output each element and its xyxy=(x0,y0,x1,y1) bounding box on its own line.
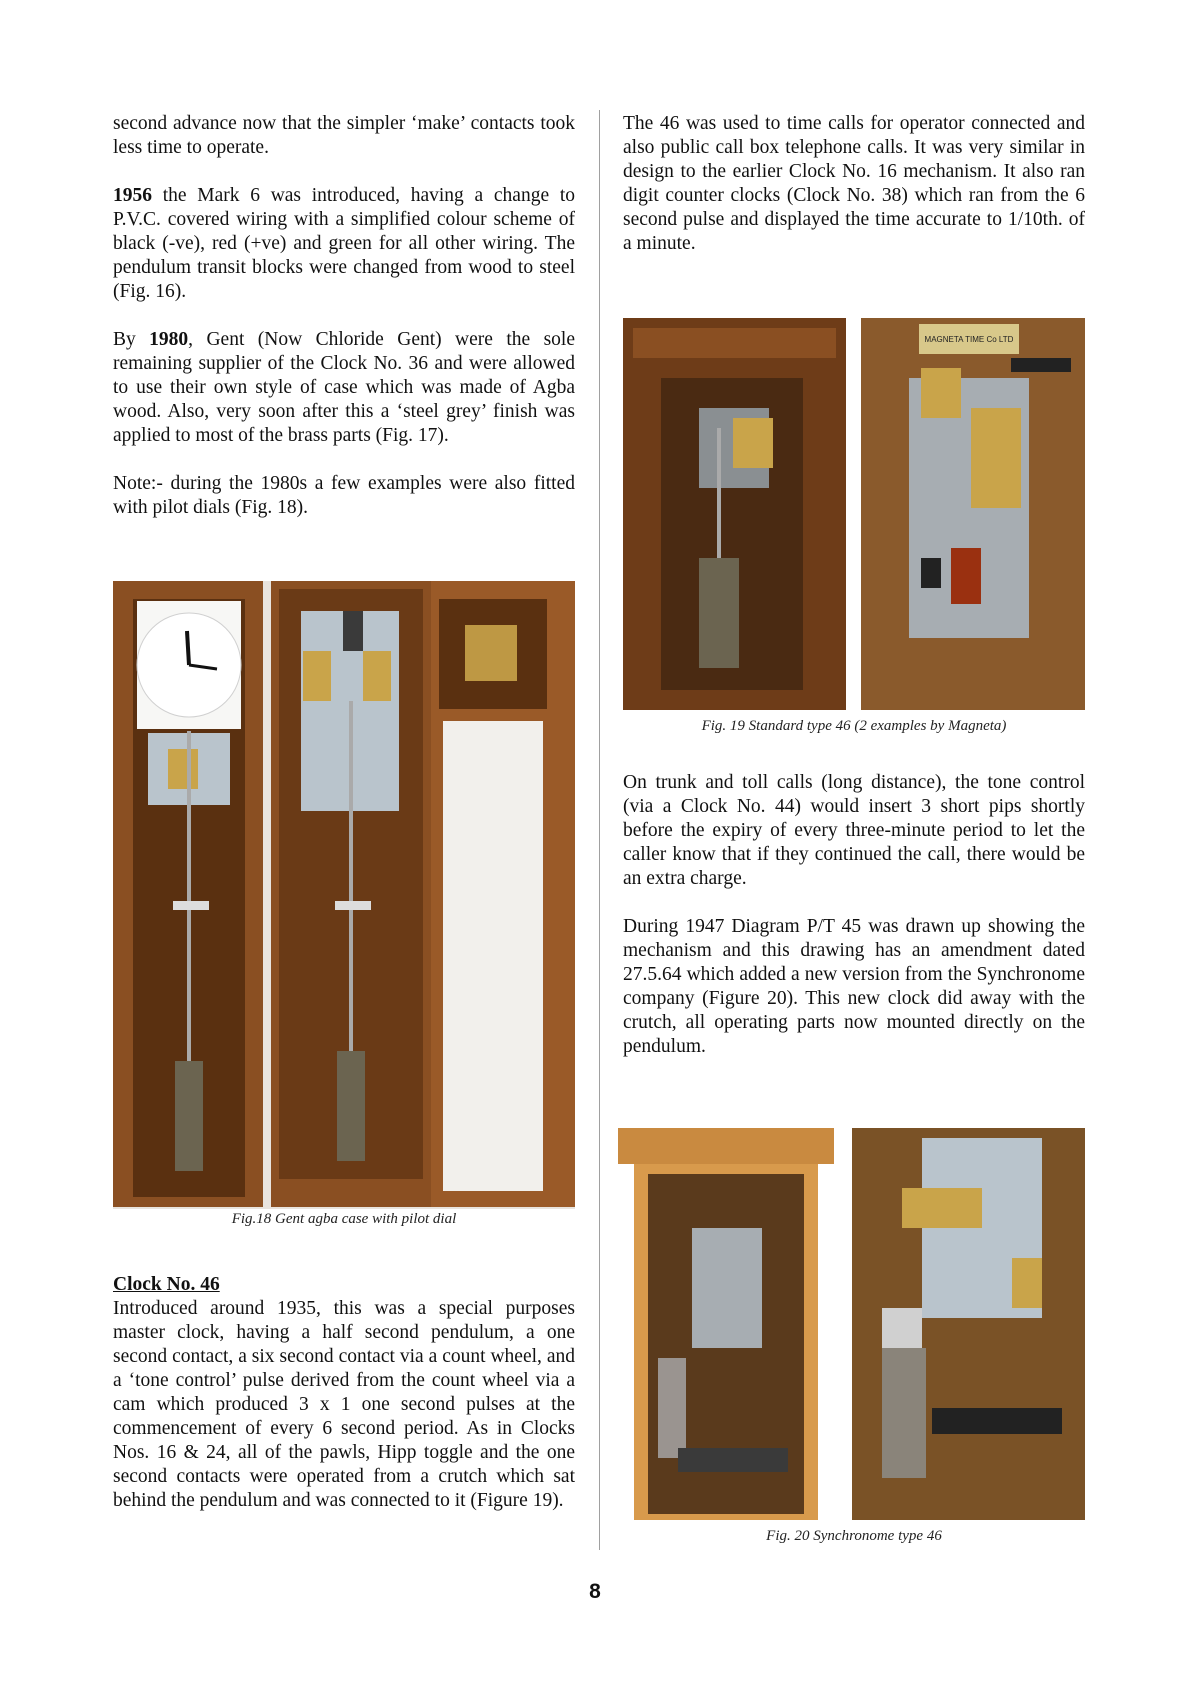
page-number: 8 xyxy=(589,1580,601,1603)
fig18-photo xyxy=(113,581,575,1209)
paragraph-trunk-calls: On trunk and toll calls (long distance), the tone control (via a Clock No. 44) would insert 3 short pips shortly before the expiry of every three-minute period to let the caller know that if they continued the call, there would be an extra charge. xyxy=(623,772,1085,889)
left-column-top xyxy=(113,112,575,520)
fig20-caption: Fig. 20 Synchronome type 46 xyxy=(766,1528,942,1544)
gent-clock-case-image xyxy=(113,581,575,1209)
fig20-photo-right xyxy=(852,1128,1085,1520)
magneta-mechanism-image xyxy=(861,318,1085,710)
fig19-photo-left xyxy=(623,318,846,710)
fig18-caption: Fig.18 Gent agba case with pilot dial xyxy=(231,1211,457,1227)
magneta-clock-cabinet-image xyxy=(623,318,846,710)
paragraph-clock-46: Introduced around 1935, this was a special purposes master clock, having a half second pendulum, a one second contact, a six second contact via a count wheel, and a ‘tone control’ pulse derived from the count wheel via a cam which produced 3 x 1 one second pulses at the commencement of every 6 second period. As in Clocks Nos. 16 & 24, all of the pawls, Hipp toggle and the one second contacts were operated from a crutch which sat behind the pendulum and was connected to it (Figure 19). xyxy=(113,1298,575,1511)
year-1980: 1980 xyxy=(149,329,189,350)
year-1956: 1956 xyxy=(113,185,152,206)
paragraph: The 46 was used to time calls for operator connected and also public call box telephone calls. It was very similar in design to the earlier Clock No. 16 mechanism. It also ran digit counter clocks (Clock No. 38) which ran from the 6 second pulse and displayed the time accurate to 1/10th. of a minute. xyxy=(623,113,1085,254)
section-heading: Clock No. 46 xyxy=(113,1274,220,1295)
paragraph-1980: By 1980, Gent (Now Chloride Gent) were the sole remaining supplier of the Clock No. 36 and were allowed to use their own style of case which was made of Agba wood. Also, very soon after this a ‘steel grey’ finish was applied to most of the brass parts (Fig. 17). xyxy=(113,329,575,446)
fig19-caption: Fig. 19 Standard type 46 (2 examples by Magneta) xyxy=(701,718,1007,734)
column-divider xyxy=(599,110,600,1550)
synchronome-cabinet-image xyxy=(618,1128,834,1520)
synchronome-mechanism-image xyxy=(852,1128,1085,1520)
paragraph: second advance now that the simpler ‘make’ contacts took less time to operate. xyxy=(113,113,575,158)
paragraph-1956: 1956 the Mark 6 was introduced, having a change to P.V.C. covered wiring with a simplified colour scheme of black (-ve), red (+ve) and green for all other wiring. The pendulum transit blocks were changed from wood to steel (Fig. 16). xyxy=(113,185,575,302)
right-column-middle xyxy=(623,771,1085,1059)
clock-46-section xyxy=(113,1273,575,1513)
maker-plate-text: MAGNETA TIME Co LTD xyxy=(924,335,1014,344)
paragraph-note: Note:- during the 1980s a few examples were also fitted with pilot dials (Fig. 18). xyxy=(113,473,575,518)
fig20-photo-left xyxy=(618,1128,834,1520)
paragraph-1947: During 1947 Diagram P/T 45 was drawn up showing the mechanism and this drawing has an amendment dated 27.5.64 which added a new version from the Synchronome company (Figure 20). This new clock did away with the crutch, all operating parts now mounted directly on the pendulum. xyxy=(623,916,1085,1057)
right-column-top xyxy=(623,112,1085,256)
fig19-photo-right xyxy=(861,318,1085,710)
